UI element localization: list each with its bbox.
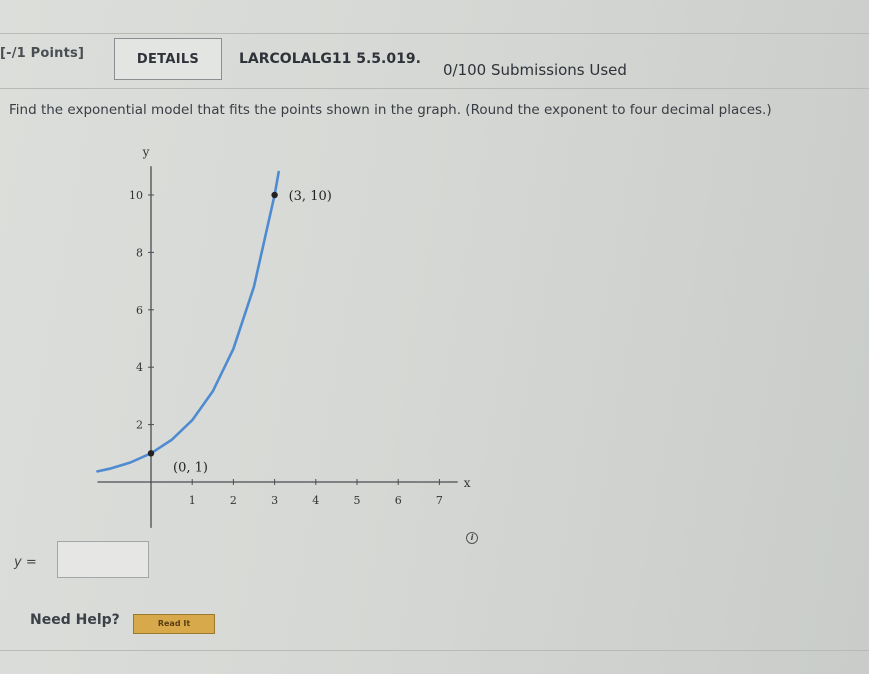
- bottom-divider: [0, 650, 869, 651]
- read-it-button[interactable]: Read It: [133, 614, 215, 634]
- x-tick-label: 5: [353, 494, 361, 507]
- problem-code: LARCOLALG11 5.5.019.: [239, 51, 421, 67]
- x-tick-label: 3: [271, 494, 279, 507]
- y-tick-label: 8: [136, 246, 143, 260]
- data-point: [271, 192, 277, 198]
- answer-prefix: y =: [14, 555, 37, 570]
- answer-input[interactable]: [57, 541, 149, 578]
- y-tick-label: 10: [129, 189, 143, 202]
- exponential-curve: [97, 172, 278, 471]
- submissions-count: 0/100 Submissions Used: [443, 61, 627, 79]
- y-tick-label: 6: [136, 303, 143, 317]
- exponential-graph: [90, 138, 480, 538]
- x-tick-label: 1: [188, 494, 196, 507]
- need-help-label: Need Help?: [30, 612, 120, 628]
- point-label: (0, 1): [173, 460, 208, 476]
- x-tick-label: 6: [394, 494, 402, 507]
- header-divider: [0, 88, 869, 89]
- y-axis-label: y: [142, 145, 150, 159]
- points-label: [-/1 Points]: [0, 46, 85, 61]
- x-tick-label: 2: [229, 494, 237, 507]
- x-axis-label: x: [463, 476, 471, 490]
- top-divider: [0, 33, 869, 34]
- details-button[interactable]: DETAILS: [114, 38, 222, 80]
- question-text: Find the exponential model that fits the points shown in the graph. (Round the exponent to four decimal places.): [9, 102, 772, 118]
- x-tick-label: 7: [435, 494, 443, 507]
- point-label: (3, 10): [288, 189, 332, 204]
- x-tick-label: 4: [312, 494, 320, 507]
- info-icon[interactable]: i: [466, 532, 478, 544]
- y-tick-label: 4: [136, 361, 143, 375]
- y-tick-label: 2: [136, 418, 143, 432]
- data-point: [148, 450, 154, 456]
